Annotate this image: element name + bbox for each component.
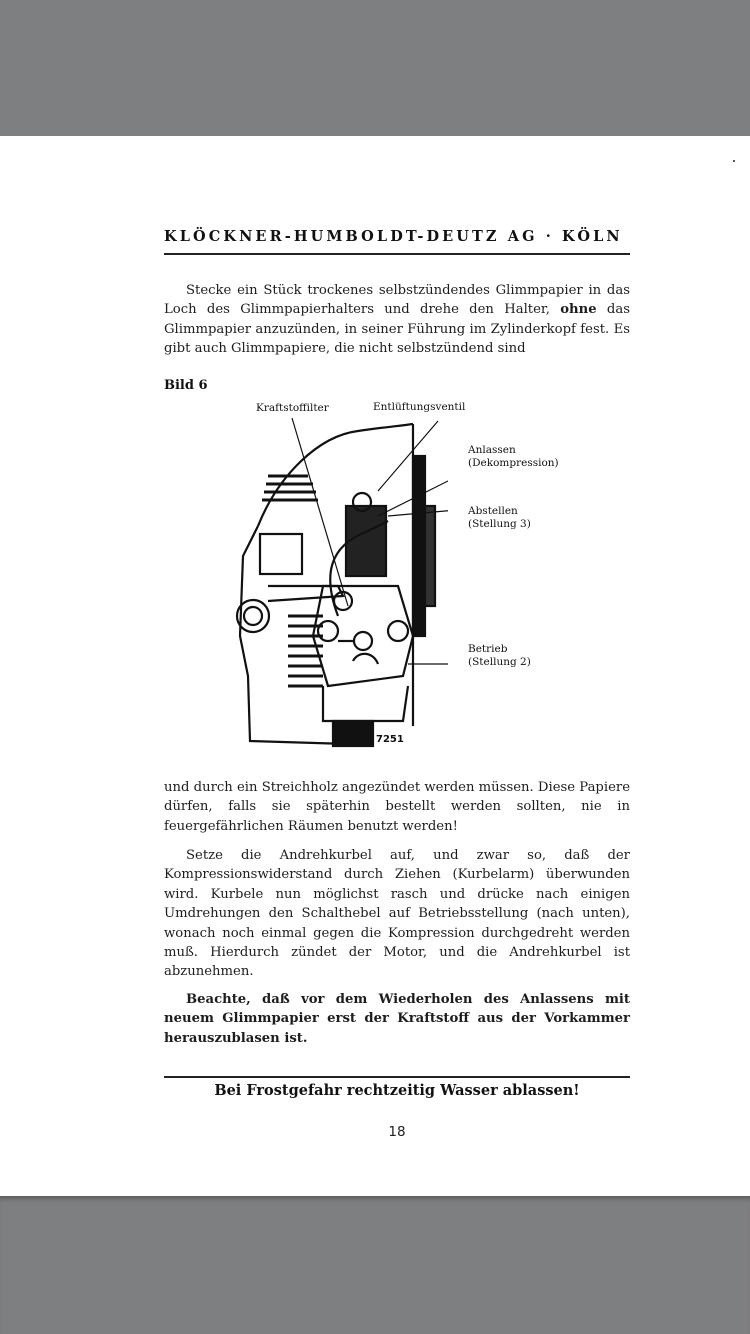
- callout-betrieb-sub: (Stellung 2): [468, 655, 531, 668]
- callout-betrieb: [468, 643, 531, 668]
- paragraph-1-bold: ohne: [560, 302, 597, 318]
- callout-anlassen-sub: (Dekompression): [468, 456, 559, 469]
- callout-entlueftungsventil: Entlüftungsventil: [373, 401, 466, 413]
- paragraph-3: [164, 846, 630, 982]
- callout-betrieb-title: Betrieb: [468, 643, 508, 655]
- page-number: 18: [388, 1124, 406, 1140]
- viewer-top-band: [0, 0, 750, 136]
- figure-number: 7251: [376, 734, 404, 745]
- callout-abstellen: [468, 505, 531, 530]
- callout-anlassen: [468, 444, 559, 469]
- paragraph-1: [164, 281, 630, 359]
- header-rule: [164, 253, 630, 255]
- paragraph-3-text: Setze die Andrehkurbel auf, und zwar so, daß der Kompressionswiderstand durch Ziehen (Kurbelarm) überwunden wird. Kurbele nun möglichst rasch und drücke nach einigen Umdrehungen den Schalthebel auf Betriebsstellung (nach unten), wonach noch einmal gegen die Kompression durchgedreht werden muß. Hierdurch zündet der Motor, und die Andrehkurbel ist abzunehmen.: [164, 848, 630, 980]
- paragraph-1-text-b: das Glimmpapier anzuzünden, in seiner Führung im Zylinderkopf fest. Es gibt auch Glimmpapiere, die nicht selbstzündend sind: [164, 302, 630, 357]
- callout-abstellen-sub: (Stellung 3): [468, 517, 531, 530]
- paragraph-4-text: Beachte, daß vor dem Wiederholen des Anlassens mit neuem Glimmpapier erst der Kraftstoff aus der Vorkammer herauszublasen ist.: [164, 992, 630, 1046]
- footer-rule: [164, 1076, 630, 1078]
- callout-anlassen-title: Anlassen: [468, 444, 516, 456]
- scan-speck: [733, 160, 735, 162]
- callout-abstellen-title: Abstellen: [468, 505, 518, 517]
- figure-label: Bild 6: [164, 378, 208, 393]
- paragraph-2-text: und durch ein Streichholz angezündet werden müssen. Diese Papiere dürfen, falls sie späterhin bestellt werden sollten, nie in feuergefährlichen Räumen benutzt werden!: [164, 780, 630, 834]
- document-page: [0, 136, 750, 1196]
- page-header: KLÖCKNER-HUMBOLDT-DEUTZ AG · KÖLN: [164, 228, 623, 245]
- callout-kraftstofffilter: Kraftstoffilter: [256, 402, 329, 414]
- paragraph-2: [164, 778, 630, 836]
- paragraph-4: [164, 990, 630, 1048]
- footer-note: Bei Frostgefahr rechtzeitig Wasser ablassen!: [214, 1082, 580, 1099]
- viewer-bottom-band: [0, 1196, 750, 1334]
- engine-illustration: [228, 416, 448, 751]
- paragraph-1-text-a: Stecke ein Stück trockenes selbstzündendes Glimmpapier in das Loch des Glimmpapierhalters und drehe den Halter,: [164, 283, 630, 318]
